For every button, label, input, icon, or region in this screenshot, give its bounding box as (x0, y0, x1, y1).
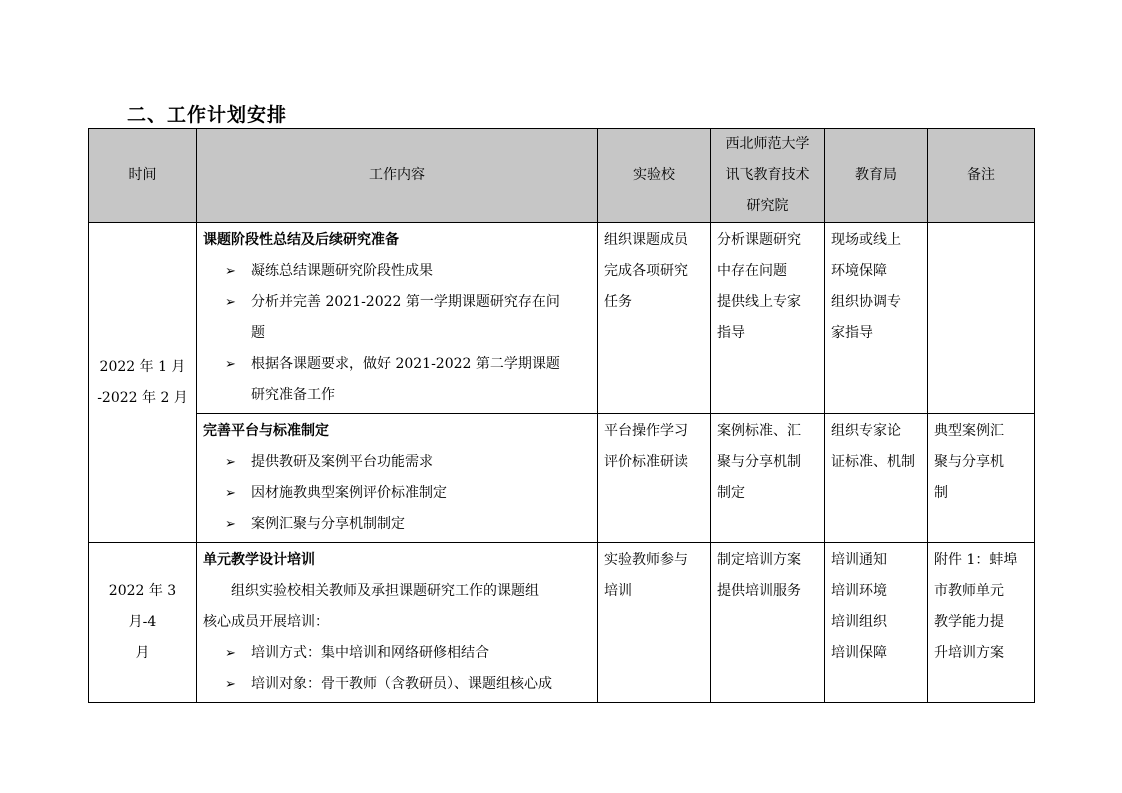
task-title: 完善平台与标准制定 (203, 423, 329, 439)
header-research-institute (711, 129, 825, 223)
cell-line: 指导 (717, 325, 745, 341)
work-plan-table (88, 128, 1035, 703)
task-paragraph-cont: 核心成员开展培训： (203, 614, 329, 630)
list-item (203, 349, 591, 411)
cell-line: 家指导 (831, 325, 873, 341)
list-item-text: 根据各课题要求，做好 2021-2022 第二学期课题 (251, 356, 560, 372)
cell-line: 任务 (604, 294, 632, 310)
list-item-text: 题 (251, 325, 265, 341)
list-item (203, 287, 591, 349)
list-item-text: 培训方式：集中培训和网络研修相结合 (251, 645, 489, 661)
list-item-text: 凝练总结课题研究阶段性成果 (251, 263, 433, 279)
section-heading: 二、工作计划安排 (127, 104, 288, 126)
list-item (203, 256, 591, 287)
cell-line: 培训保障 (831, 645, 887, 661)
cell-line: 制定培训方案 (717, 552, 801, 568)
header-research-line: 研究院 (746, 198, 789, 214)
header-time: 时间 (89, 129, 197, 223)
header-content: 工作内容 (197, 129, 598, 223)
research-cell (711, 543, 825, 703)
cell-line: 中存在问题 (717, 263, 787, 279)
bureau-cell (825, 223, 928, 414)
bureau-cell (825, 543, 928, 703)
cell-line: 提供培训服务 (717, 583, 801, 599)
time-line: 2022 年 1 月 (99, 358, 186, 375)
table-header-row (89, 129, 1035, 223)
task-title: 课题阶段性总结及后续研究准备 (203, 232, 399, 248)
school-cell (598, 414, 711, 543)
arrowhead-bullet-icon: ➢ (225, 677, 236, 692)
content-cell (197, 543, 598, 703)
list-item (203, 509, 591, 540)
cell-line: 培训 (604, 583, 632, 599)
table-row (89, 223, 1035, 414)
time-line: 2022 年 3 月-4 (108, 583, 177, 630)
cell-line: 组织专家论 (831, 423, 901, 439)
arrowhead-bullet-icon: ➢ (225, 264, 236, 279)
arrowhead-bullet-icon: ➢ (225, 357, 236, 372)
header-bureau: 教育局 (825, 129, 928, 223)
task-paragraph: 组织实验校相关教师及承担课题研究工作的课题组 (231, 583, 539, 599)
cell-line: 完成各项研究 (604, 263, 688, 279)
cell-line: 典型案例汇 (934, 423, 1004, 439)
time-cell (89, 543, 197, 703)
arrowhead-bullet-icon: ➢ (225, 646, 236, 661)
cell-line: 评价标准研读 (604, 454, 688, 470)
list-item (203, 638, 591, 669)
list-item-text: 提供教研及案例平台功能需求 (251, 454, 433, 470)
list-item-text: 案例汇聚与分享机制制定 (251, 516, 405, 532)
content-cell (197, 223, 598, 414)
cell-line: 升培训方案 (934, 645, 1004, 661)
cell-line: 平台操作学习 (604, 423, 688, 439)
cell-line: 组织课题成员 (604, 232, 688, 248)
cell-line: 教学能力提 (934, 614, 1004, 630)
list-item (203, 478, 591, 509)
cell-line: 现场或线上 (831, 232, 901, 248)
notes-cell (928, 414, 1035, 543)
table-row (89, 543, 1035, 703)
time-line: 月 (135, 645, 150, 661)
cell-line: 聚与分享机制 (717, 454, 801, 470)
table-row (89, 414, 1035, 543)
cell-line: 培训通知 (831, 552, 887, 568)
task-title: 单元教学设计培训 (203, 552, 315, 568)
cell-line: 提供线上专家 (717, 294, 801, 310)
time-cell (89, 223, 197, 543)
time-line: -2022 年 2 月 (97, 389, 188, 406)
cell-line: 证标准、机制 (831, 454, 915, 470)
cell-line: 环境保障 (831, 263, 887, 279)
cell-line: 培训组织 (831, 614, 887, 630)
header-research-line: 讯飞教育技术 (725, 167, 810, 183)
list-item (203, 447, 591, 478)
school-cell (598, 543, 711, 703)
cell-line: 附件 1：蚌埠 (934, 552, 1018, 568)
arrowhead-bullet-icon: ➢ (225, 517, 236, 532)
research-cell (711, 414, 825, 543)
list-item-text: 培训对象：骨干教师（含教研员）、课题组核心成 (251, 676, 552, 692)
school-cell (598, 223, 711, 414)
notes-cell (928, 543, 1035, 703)
bureau-cell (825, 414, 928, 543)
cell-line: 制定 (717, 485, 745, 501)
content-cell (197, 414, 598, 543)
cell-line: 分析课题研究 (717, 232, 801, 248)
notes-cell (928, 223, 1035, 414)
header-school: 实验校 (598, 129, 711, 223)
cell-line: 聚与分享机 (934, 454, 1004, 470)
arrowhead-bullet-icon: ➢ (225, 295, 236, 310)
header-notes: 备注 (928, 129, 1035, 223)
header-research-line: 西北师范大学 (725, 136, 810, 152)
cell-line: 制 (934, 485, 948, 501)
cell-line: 培训环境 (831, 583, 887, 599)
list-item-text: 因材施教典型案例评价标准制定 (251, 485, 447, 501)
cell-line: 实验教师参与 (604, 552, 688, 568)
list-item-text: 分析并完善 2021-2022 第一学期课题研究存在问 (251, 294, 560, 310)
cell-line: 组织协调专 (831, 294, 901, 310)
research-cell (711, 223, 825, 414)
cell-line: 案例标准、汇 (717, 423, 801, 439)
cell-line: 市教师单元 (934, 583, 1004, 599)
arrowhead-bullet-icon: ➢ (225, 486, 236, 501)
list-item-text: 研究准备工作 (251, 387, 335, 403)
list-item (203, 669, 591, 700)
arrowhead-bullet-icon: ➢ (225, 455, 236, 470)
